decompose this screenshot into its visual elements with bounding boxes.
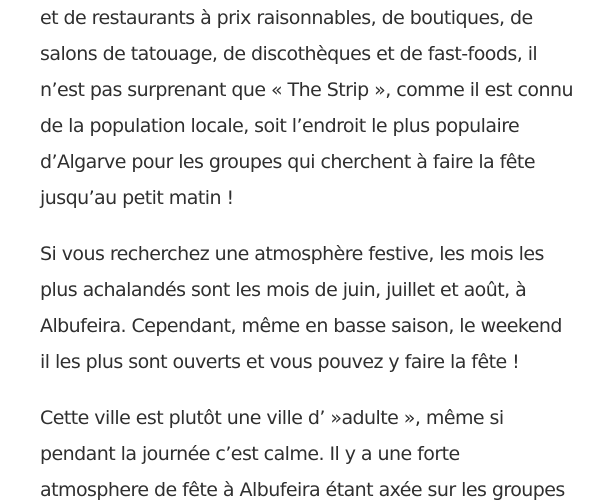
article-paragraph: et de restaurants à prix raisonnables, de boutiques, de salons de tatouage, de discothèques et de fast-foods, il n’est pas surprenant que « The Strip », comme il est connu de la population locale, soit l’endroit le plus populaire d’Algarve pour les groupes qui cherchent à faire la fête jusqu’au petit matin ! [40,7,573,209]
article-paragraph: Si vous recherchez une atmosphère festive, les mois les plus achalandés sont les mois de juin, juillet et août, à Albufeira. Cependant, même en basse saison, le weekend il les plus sont ouverts et vous pouvez y faire la fête ! [40,243,562,373]
article-paragraph: Cette ville est plutôt une ville d’ »adulte », même si pendant la journée c’est calme. Il y a une forte atmosphere de fête à Albufeira étant axée sur les groupes [40,407,565,500]
